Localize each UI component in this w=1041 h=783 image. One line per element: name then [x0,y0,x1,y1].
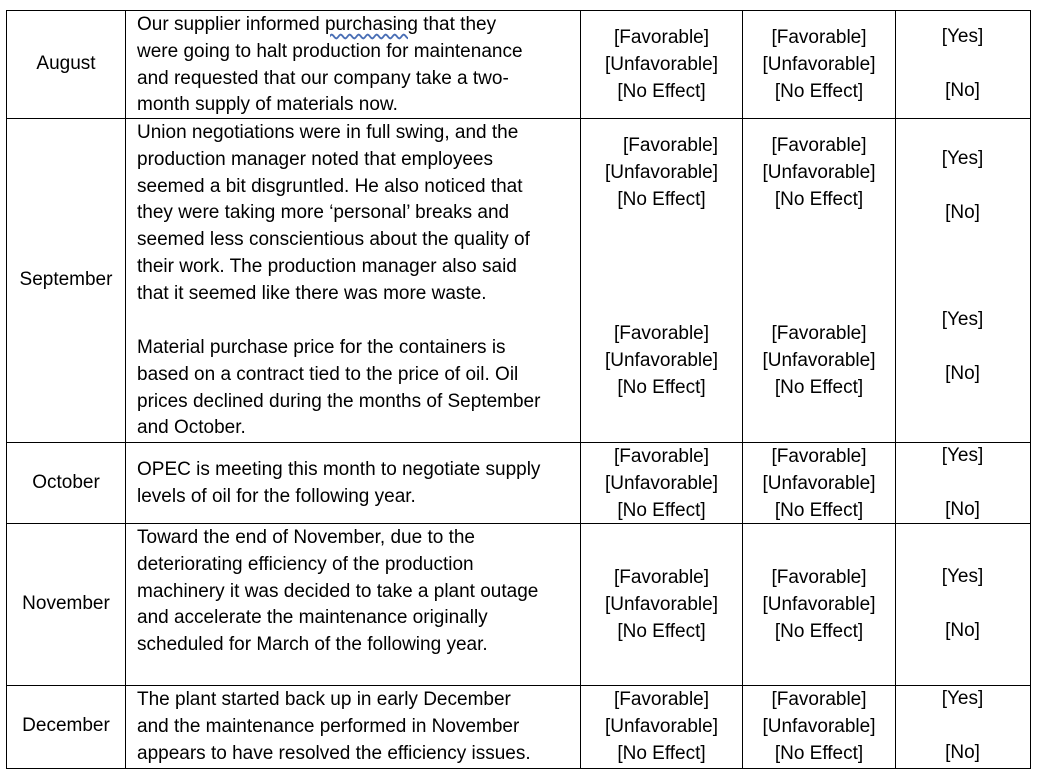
option-favorable[interactable]: [Favorable] [613,567,710,588]
description-line: OPEC is meeting this month to negotiate supply [137,459,541,480]
table-border-top [6,10,1031,11]
underlined-word: purchasing [324,14,418,35]
option-yes[interactable]: [Yes] [941,688,984,709]
option-no-effect[interactable]: [No Effect] [617,80,706,102]
option-yes[interactable]: [Yes] [941,309,984,330]
month-label: August [36,53,96,74]
month-label: October [32,472,100,493]
option-favorable[interactable]: [Favorable] [771,689,867,710]
effect-choices [743,25,895,105]
effect-choices [743,321,895,401]
description-line: Toward the end of November, due to the [137,527,475,548]
table-border-right [1030,10,1031,769]
option-no[interactable]: [No] [945,202,980,223]
option-no-effect[interactable]: [No Effect] [774,742,864,764]
option-unfavorable[interactable]: [Unfavorable] [762,593,876,615]
option-favorable[interactable]: [Favorable] [622,135,719,156]
option-favorable[interactable]: [Favorable] [613,27,710,48]
option-no-effect[interactable]: [No Effect] [617,620,706,642]
table-border-left [6,10,7,769]
description-line: scheduled for March of the following year. [137,634,488,656]
table-border-bottom [6,768,1031,769]
description-line: levels of oil for the following year. [137,485,416,507]
description-line: Our supplier informed purchasing that they [137,14,497,35]
option-favorable[interactable]: [Favorable] [771,567,867,588]
description-line: and October. [137,417,246,439]
option-unfavorable[interactable]: [Unfavorable] [604,349,718,371]
option-yes[interactable]: [Yes] [941,148,984,169]
option-unfavorable[interactable]: [Unfavorable] [604,161,718,183]
option-yes[interactable]: [Yes] [941,566,984,587]
effect-choices [743,133,895,213]
option-no[interactable]: [No] [945,80,980,101]
month-label: December [22,715,110,736]
option-no[interactable]: [No] [945,363,980,384]
effect-choices [581,321,742,401]
row-description [137,335,540,442]
option-no-effect[interactable]: [No Effect] [617,376,706,398]
month-label: November [22,593,110,614]
description-line: deteriorating efficiency of the production [137,553,474,575]
option-no-effect[interactable]: [No Effect] [774,620,864,642]
option-unfavorable[interactable]: [Unfavorable] [762,349,876,371]
option-favorable[interactable]: [Favorable] [771,27,867,48]
option-favorable[interactable]: [Favorable] [613,323,710,344]
table-col-divider [895,10,896,769]
option-unfavorable[interactable]: [Unfavorable] [604,715,718,737]
row-description [137,687,531,767]
option-no[interactable]: [No] [945,499,980,520]
description-line: and accelerate the maintenance originally [137,607,488,629]
description-line: Union negotiations were in full swing, and the [137,122,519,143]
option-no[interactable]: [No] [945,742,980,763]
description-line: they were taking more ‘personal’ breaks and [137,202,510,224]
row-description [137,12,523,119]
description-line: were going to halt production for maintenance [137,40,523,62]
option-no[interactable]: [No] [945,620,980,641]
option-no-effect[interactable]: [No Effect] [774,188,864,210]
option-favorable[interactable]: [Favorable] [613,446,710,467]
description-line: seemed a bit disgruntled. He also noticed that [137,175,523,197]
option-unfavorable[interactable]: [Unfavorable] [762,472,876,494]
option-favorable[interactable]: [Favorable] [613,689,710,710]
description-line: machinery it was decided to take a plant outage [137,580,539,602]
option-favorable[interactable]: [Favorable] [771,135,867,156]
row-description [137,525,538,659]
option-no-effect[interactable]: [No Effect] [617,188,706,210]
option-favorable[interactable]: [Favorable] [771,323,867,344]
effect-choices [581,444,742,524]
option-unfavorable[interactable]: [Unfavorable] [604,472,718,494]
effect-choices [743,687,895,767]
description-line: their work. The production manager also said [137,255,517,277]
option-no-effect[interactable]: [No Effect] [774,376,864,398]
description-line: prices declined during the months of September [137,390,541,412]
option-unfavorable[interactable]: [Unfavorable] [604,53,718,75]
option-no-effect[interactable]: [No Effect] [617,499,706,521]
description-line: production manager noted that employees [137,148,493,170]
option-no-effect[interactable]: [No Effect] [774,499,864,521]
option-unfavorable[interactable]: [Unfavorable] [762,161,876,183]
effect-choices [581,133,742,213]
description-line: appears to have resolved the efficiency issues. [137,742,531,764]
option-yes[interactable]: [Yes] [941,26,984,47]
effect-choices [743,444,895,524]
description-line: that it seemed like there was more waste. [137,282,487,304]
option-unfavorable[interactable]: [Unfavorable] [762,53,876,75]
description-line: based on a contract tied to the price of oil. Oil [137,363,519,385]
table-row-divider [6,685,1031,686]
option-favorable[interactable]: [Favorable] [771,446,867,467]
description-line: Material purchase price for the containers is [137,337,506,358]
description-line: month supply of materials now. [137,94,398,116]
option-unfavorable[interactable]: [Unfavorable] [762,715,876,737]
effect-choices [743,565,895,645]
description-line: The plant started back up in early December [137,689,511,710]
table-col-divider [125,10,126,769]
option-yes[interactable]: [Yes] [941,445,984,466]
option-no-effect[interactable]: [No Effect] [617,742,706,764]
option-unfavorable[interactable]: [Unfavorable] [604,593,718,615]
description-line: and the maintenance performed in November [137,715,520,737]
row-description [137,457,540,511]
description-line: seemed less conscientious about the quality of [137,229,530,251]
effect-choices [581,687,742,767]
option-no-effect[interactable]: [No Effect] [774,80,864,102]
row-description [137,120,530,308]
month-label: September [19,269,113,290]
description-line: and requested that our company take a two- [137,67,509,89]
effect-choices [581,565,742,645]
effect-choices [581,25,742,105]
